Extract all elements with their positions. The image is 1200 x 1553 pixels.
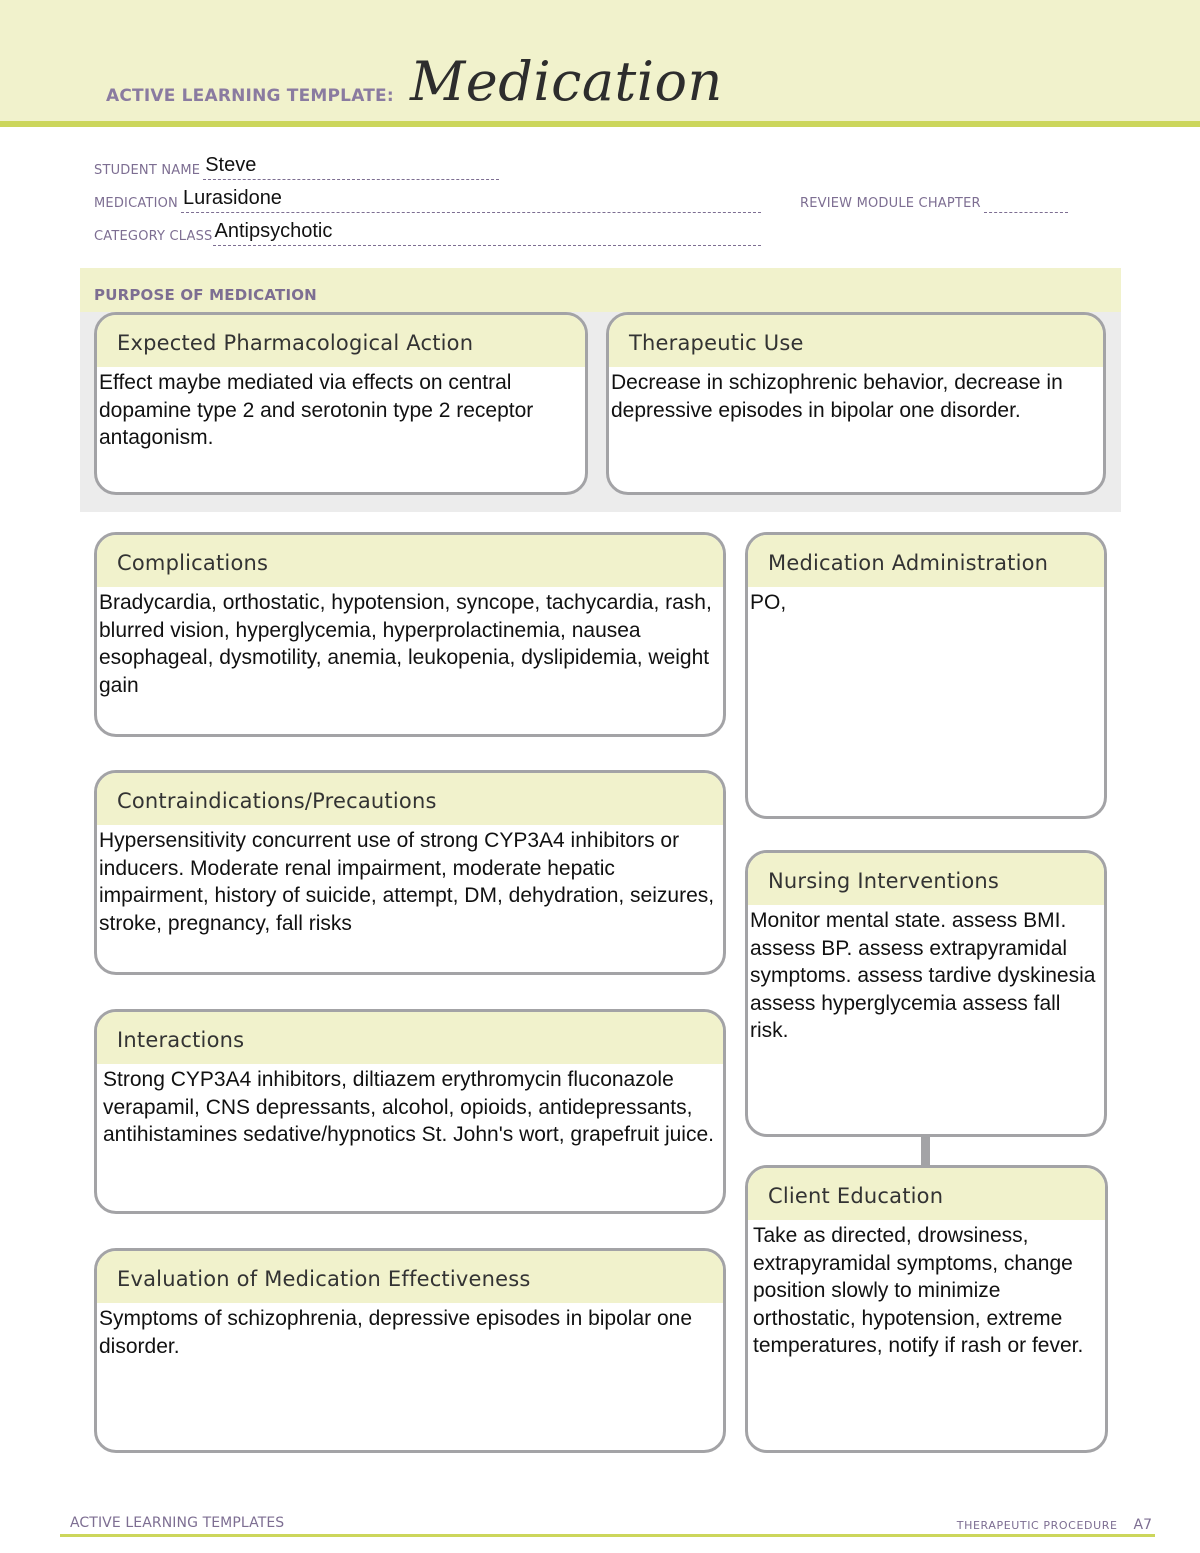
medication-input[interactable] (181, 187, 761, 213)
client-education-body[interactable]: Take as directed, drowsiness, extrapyramidal symptoms, change position slowly to minimize orthostatic, hypotension, extreme temperatures, notify if rash or fever. (753, 1224, 1084, 1357)
expected-action-body[interactable]: Effect maybe mediated via effects on central dopamine type 2 and serotonin type 2 receptor antagonism. (99, 371, 534, 449)
complications-header (97, 535, 723, 587)
nursing-interventions-body[interactable]: Monitor mental state. assess BMI. assess BP. assess extrapyramidal symptoms. assess tardive dyskinesia assess hyperglycemia assess fall risk. (750, 909, 1096, 1042)
medication-value: Lurasidone (182, 187, 282, 209)
therapeutic-use-header (609, 315, 1103, 367)
medication-administration-title: Medication Administration (768, 551, 1049, 575)
interactions-card (94, 1009, 726, 1214)
client-education-header (748, 1168, 1105, 1220)
evaluation-card (94, 1248, 726, 1453)
footer-rule (60, 1534, 1155, 1537)
student-name-field (94, 152, 499, 180)
footer-title: ACTIVE LEARNING TEMPLATES (70, 1515, 285, 1531)
category-class-field (94, 218, 761, 246)
expected-action-header (97, 315, 585, 367)
interactions-body[interactable]: Strong CYP3A4 inhibitors, diltiazem erythromycin fluconazole verapamil, CNS depressants, alcohol, opioids, antidepressants, antihistamines sedative/hypnotics St. John's wort, grapefruit juice. (103, 1068, 714, 1146)
interactions-header (97, 1012, 723, 1064)
purpose-label: PURPOSE OF MEDICATION (94, 286, 317, 304)
complications-card (94, 532, 726, 737)
review-module-chapter-field (800, 185, 1068, 213)
nursing-interventions-header (748, 853, 1104, 905)
footer-procedure: THERAPEUTIC PROCEDURE (956, 1519, 1118, 1532)
nursing-interventions-card (745, 850, 1107, 1137)
nursing-interventions-title: Nursing Interventions (768, 869, 1000, 893)
client-education-card (745, 1165, 1108, 1453)
medication-administration-header (748, 535, 1104, 587)
template-title: Medication (410, 50, 723, 113)
contraindications-card (94, 770, 726, 975)
student-name-input[interactable] (203, 154, 499, 180)
contraindications-header (97, 773, 723, 825)
evaluation-body[interactable]: Symptoms of schizophrenia, depressive episodes in bipolar one disorder. (99, 1307, 692, 1358)
category-class-value: Antipsychotic (214, 220, 333, 242)
contraindications-title: Contraindications/Precautions (117, 789, 437, 813)
card-connector (921, 1134, 930, 1166)
medication-administration-card (745, 532, 1107, 819)
review-module-chapter-label: REVIEW MODULE CHAPTER (800, 196, 981, 211)
client-education-title: Client Education (768, 1184, 944, 1208)
template-label: ACTIVE LEARNING TEMPLATE: (106, 86, 394, 106)
category-class-label: CATEGORY CLASS (94, 229, 213, 244)
purpose-header (80, 268, 1121, 312)
category-class-input[interactable] (213, 220, 761, 246)
therapeutic-use-title: Therapeutic Use (629, 331, 804, 355)
header-rule (0, 121, 1200, 127)
student-name-value: Steve (205, 154, 257, 176)
therapeutic-use-card (606, 312, 1106, 495)
medication-label: MEDICATION (94, 196, 178, 211)
contraindications-body[interactable]: Hypersensitivity concurrent use of strong CYP3A4 inhibitors or inducers. Moderate renal impairment, moderate hepatic impairment, history of suicide, attempt, DM, dehydration, seizures, stroke, pregnancy, fall risks (99, 829, 715, 935)
medication-administration-body[interactable]: PO, (750, 591, 787, 614)
footer-right (957, 1517, 1152, 1533)
therapeutic-use-body[interactable]: Decrease in schizophrenic behavior, decrease in depressive episodes in bipolar one disorder. (611, 371, 1063, 422)
evaluation-title: Evaluation of Medication Effectiveness (117, 1267, 531, 1291)
medication-field (94, 185, 761, 213)
complications-title: Complications (117, 551, 269, 575)
interactions-title: Interactions (117, 1028, 245, 1052)
review-module-chapter-input[interactable] (984, 191, 1068, 213)
expected-action-title: Expected Pharmacological Action (117, 331, 474, 355)
complications-body[interactable]: Bradycardia, orthostatic, hypotension, syncope, tachycardia, rash, blurred vision, hyperglycemia, hyperprolactinemia, nausea esophageal, dysmotility, anemia, leukopenia, dyslipidemia, weight gain (99, 591, 712, 697)
expected-action-card (94, 312, 588, 495)
evaluation-header (97, 1251, 723, 1303)
student-name-label: STUDENT NAME (94, 163, 201, 178)
page-number: A7 (1133, 1517, 1152, 1533)
